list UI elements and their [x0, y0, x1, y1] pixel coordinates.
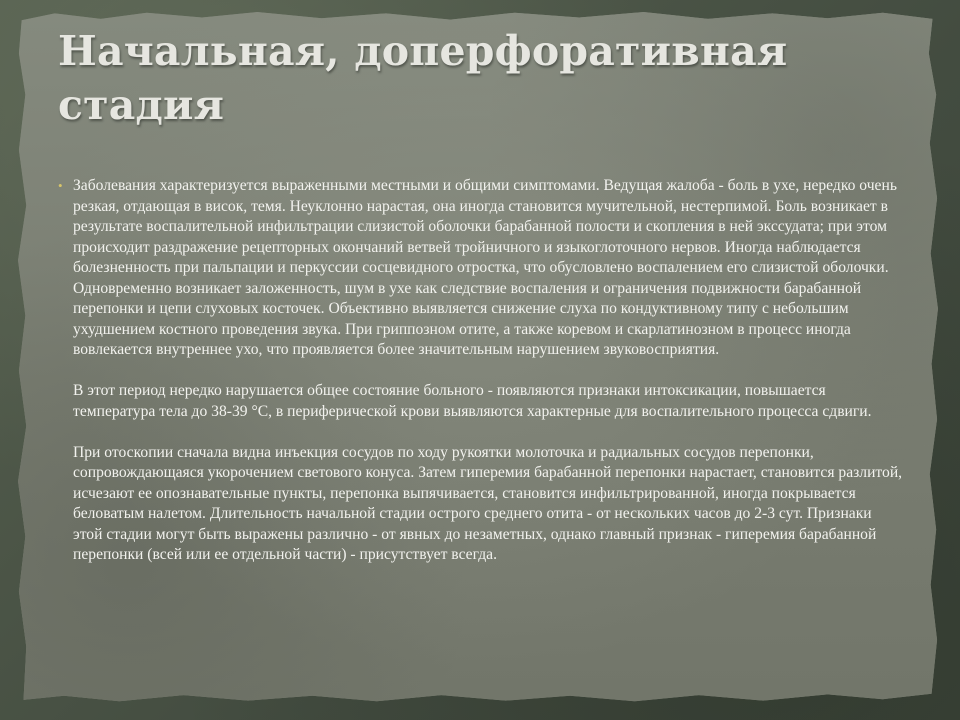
slide-title: Начальная, доперфоративная стадия	[58, 27, 788, 129]
slide-body	[58, 176, 904, 566]
bullet-icon: •	[58, 178, 63, 193]
paragraph-otoscopy: При отоскопии сначала видна инъекция сосудов по ходу рукоятки молоточка и радиальных сосудов перепонки, сопровождающаяся укорочением светового конуса. Затем гиперемия барабанной перепонки нарастает, становится разлитой, исчезают ее опознавательные пункты, перепонка выпячивается, становится инфильтрированной, иногда покрывается беловатым налетом. Длительность начальной стадии острого среднего отита - от нескольких часов до 2-3 сут. Признаки этой стадии могут быть выражены различно - от явных до незаметных, однако главный признак - гиперемия барабанной перепонки (всей или ее отдельной части) - присутствует всегда.	[73, 443, 903, 563]
bullet-item	[58, 176, 904, 566]
paragraph-general-state: В этот период нередко нарушается общее состояние больного - появляются признаки интоксикации, повышается температура тела до 38-39 °С, в периферической крови выявляются характерные для воспалительного процесса сдвиги.	[73, 382, 872, 420]
paragraph-symptoms: Заболевания характеризуется выраженными местными и общими симптомами. Ведущая жалоба - боль в ухе, нередко очень резкая, отдающая в висок, темя. Неуклонно нарастая, она иногда становится мучительной, нестерпимой. Боль возникает в результате воспалительной инфильтрации слизистой оболочки барабанной полости и скопления в ней экссудата; при этом происходит раздражение рецепторных окончаний ветвей тройничного и языкоглоточного нервов. Иногда наблюдается болезненность при пальпации и перкуссии сосцевидного отростка, что обусловлено воспалением его слизистой оболочки. Одновременно возникает заложенность, шум в ухе как следствие воспаления и ограничения подвижности барабанной перепонки и цепи слуховых косточек. Объективно выявляется снижение слуха по кондуктивному типу с небольшим ухудшением костного проведения звука. При гриппозном отите, а также коревом и скарлатинозном в процесс иногда вовлекается внутреннее ухо, что проявляется более значительным нарушением звуковосприятия.	[73, 177, 897, 358]
